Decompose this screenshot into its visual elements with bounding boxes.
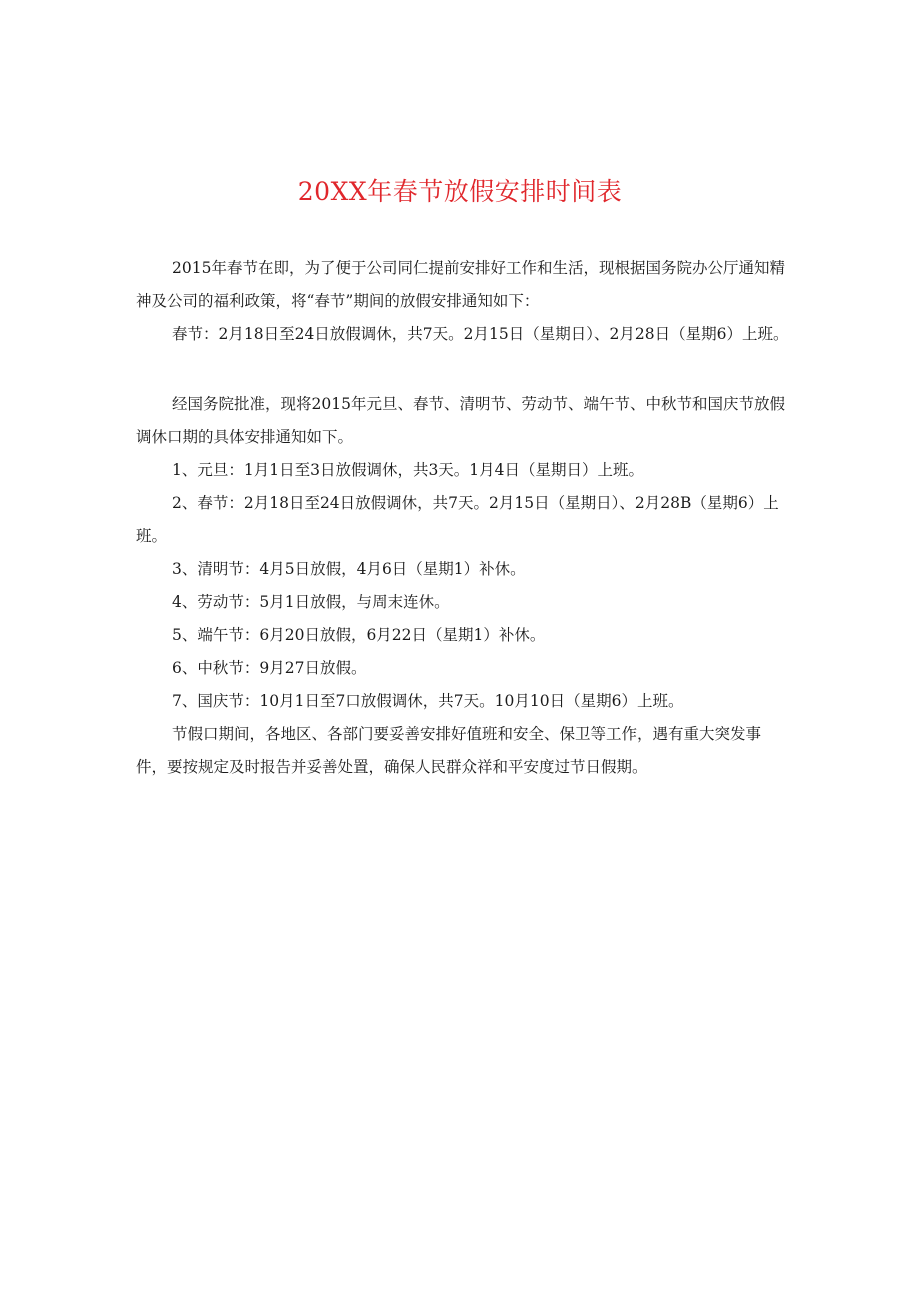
holiday-item-spring-festival: 2、春节：2月18日至24日放假调休，共7天。2月15日（星期日）、2月28B（星期6）上班。 xyxy=(136,494,779,545)
approval-intro-paragraph: 经国务院批准，现将2015年元旦、春节、清明节、劳动节、端午节、中秋节和国庆节放假调休口期的具体安排通知如下。 xyxy=(136,395,785,446)
spring-festival-note: 春节：2月18日至24日放假调休，共7天。2月15日（星期日）、2月28日（星期6）上班。 xyxy=(172,325,789,343)
document-body xyxy=(136,252,790,784)
holiday-item-labor-day: 4、劳动节：5月1日放假，与周末连休。 xyxy=(172,593,450,611)
holiday-item-qingming: 3、清明节：4月5日放假，4月6日（星期1）补休。 xyxy=(172,560,526,578)
intro-paragraph: 2015年春节在即，为了便于公司同仁提前安排好工作和生活，现根据国务院办公厅通知精神及公司的福利政策，将“春节”期间的放假安排通知如下： xyxy=(136,259,785,310)
holiday-item-national-day: 7、国庆节：10月1日至7口放假调休，共7天。10月10日（星期6）上班。 xyxy=(172,692,684,710)
closing-paragraph: 节假口期间，各地区、各部门要妥善安排好值班和安全、保卫等工作，遇有重大突发事件，要按规定及时报告并妥善处置，确保人民群众祥和平安度过节日假期。 xyxy=(136,725,762,776)
document-title: 20XX年春节放假安排时间表 xyxy=(297,177,623,206)
holiday-item-new-year: 1、元旦：1月1日至3日放假调休，共3天。1月4日（星期日）上班。 xyxy=(172,461,645,479)
paragraph-gap xyxy=(136,351,790,388)
holiday-item-mid-autumn: 6、中秋节：9月27日放假。 xyxy=(172,659,367,677)
holiday-item-dragon-boat: 5、端午节：6月20日放假，6月22日（星期1）补休。 xyxy=(172,626,546,644)
